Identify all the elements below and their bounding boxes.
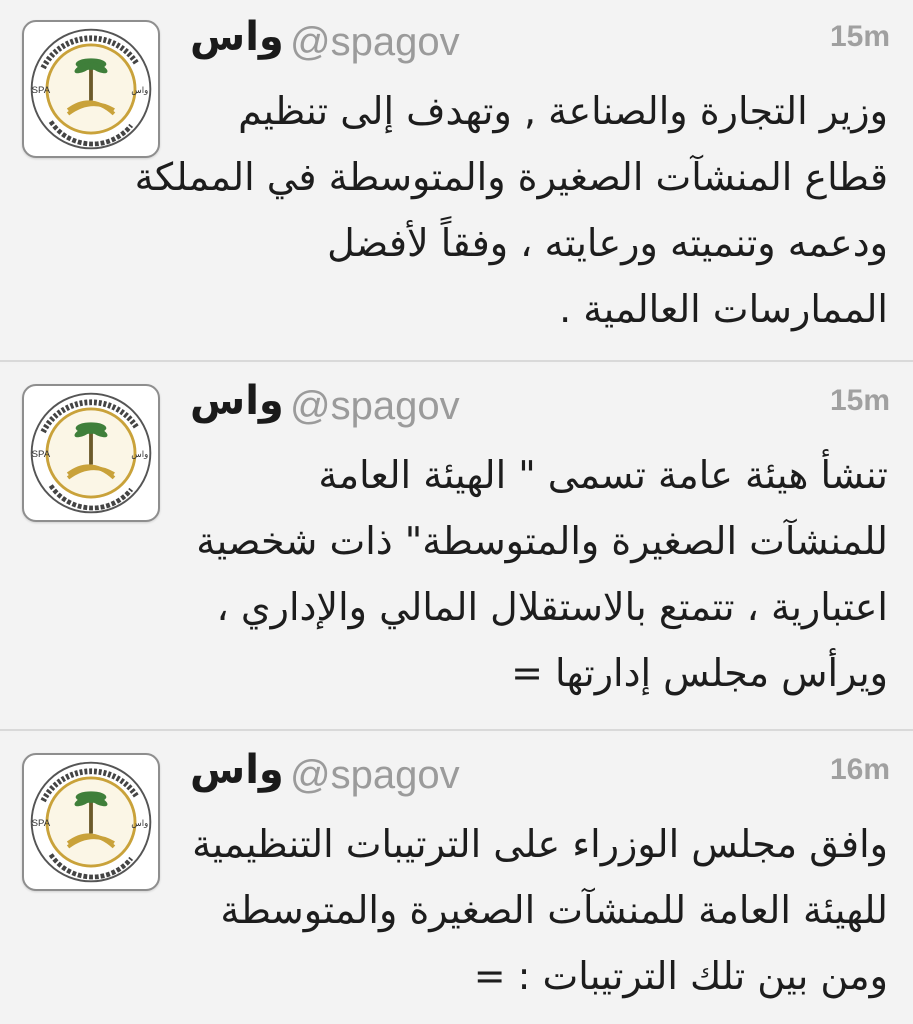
tweet-text-line: الممارسات العالمية . [559, 287, 888, 331]
author-name[interactable]: واس [190, 747, 284, 793]
tweet-header [190, 747, 890, 807]
author-name[interactable]: واس [190, 378, 284, 424]
tweet-header [190, 378, 890, 438]
svg-text:SPA: SPA [31, 448, 51, 460]
tweet-item[interactable] [0, 0, 913, 362]
tweet-text-line: للهيئة العامة للمنشآت الصغيرة والمتوسطة [220, 888, 888, 932]
spa-logo-icon [24, 22, 158, 156]
svg-text:واس: واس [131, 85, 149, 96]
tweet-text-line: قطاع المنشآت الصغيرة والمتوسطة في المملكة [134, 155, 888, 199]
tweet-time: 15m [829, 20, 890, 53]
tweet-text [188, 811, 888, 1009]
author-handle[interactable]: @spagov [290, 384, 460, 428]
tweet-text-line: للمنشآت الصغيرة والمتوسطة" ذات شخصية [196, 519, 888, 563]
tweet-header [190, 14, 890, 74]
avatar[interactable] [22, 20, 160, 158]
spa-logo-icon [24, 386, 158, 520]
tweet-text-line: ومن بين تلك الترتيبات : = [473, 954, 888, 998]
avatar[interactable] [22, 384, 160, 522]
tweet-time: 15m [829, 384, 890, 417]
tweet-text [188, 442, 888, 706]
author-handle[interactable]: @spagov [290, 753, 460, 797]
tweet-text-line: وافق مجلس الوزراء على الترتيبات التنظيمية [192, 822, 888, 866]
svg-text:SPA: SPA [31, 84, 51, 96]
tweet-text-line: ودعمه وتنميته ورعايته ، وفقاً لأفضل [327, 221, 888, 265]
svg-text:SPA: SPA [31, 817, 51, 829]
author-handle[interactable]: @spagov [290, 20, 460, 64]
spa-logo-icon [24, 755, 158, 889]
author-name[interactable]: واس [190, 14, 284, 60]
svg-text:واس: واس [131, 818, 149, 829]
avatar[interactable] [22, 753, 160, 891]
svg-text:واس: واس [131, 449, 149, 460]
tweet-text-line: اعتبارية ، تتمتع بالاستقلال المالي والإداري ، [216, 585, 888, 629]
tweet-time: 16m [829, 753, 890, 786]
tweet-text-line: ويرأس مجلس إدارتها = [511, 651, 888, 695]
tweet-item[interactable] [0, 364, 913, 731]
tweet-text-line: تنشأ هيئة عامة تسمى " الهيئة العامة [318, 453, 888, 497]
tweet-item[interactable] [0, 733, 913, 1024]
tweet-text-line: وزير التجارة والصناعة , وتهدف إلى تنظيم [238, 89, 888, 133]
